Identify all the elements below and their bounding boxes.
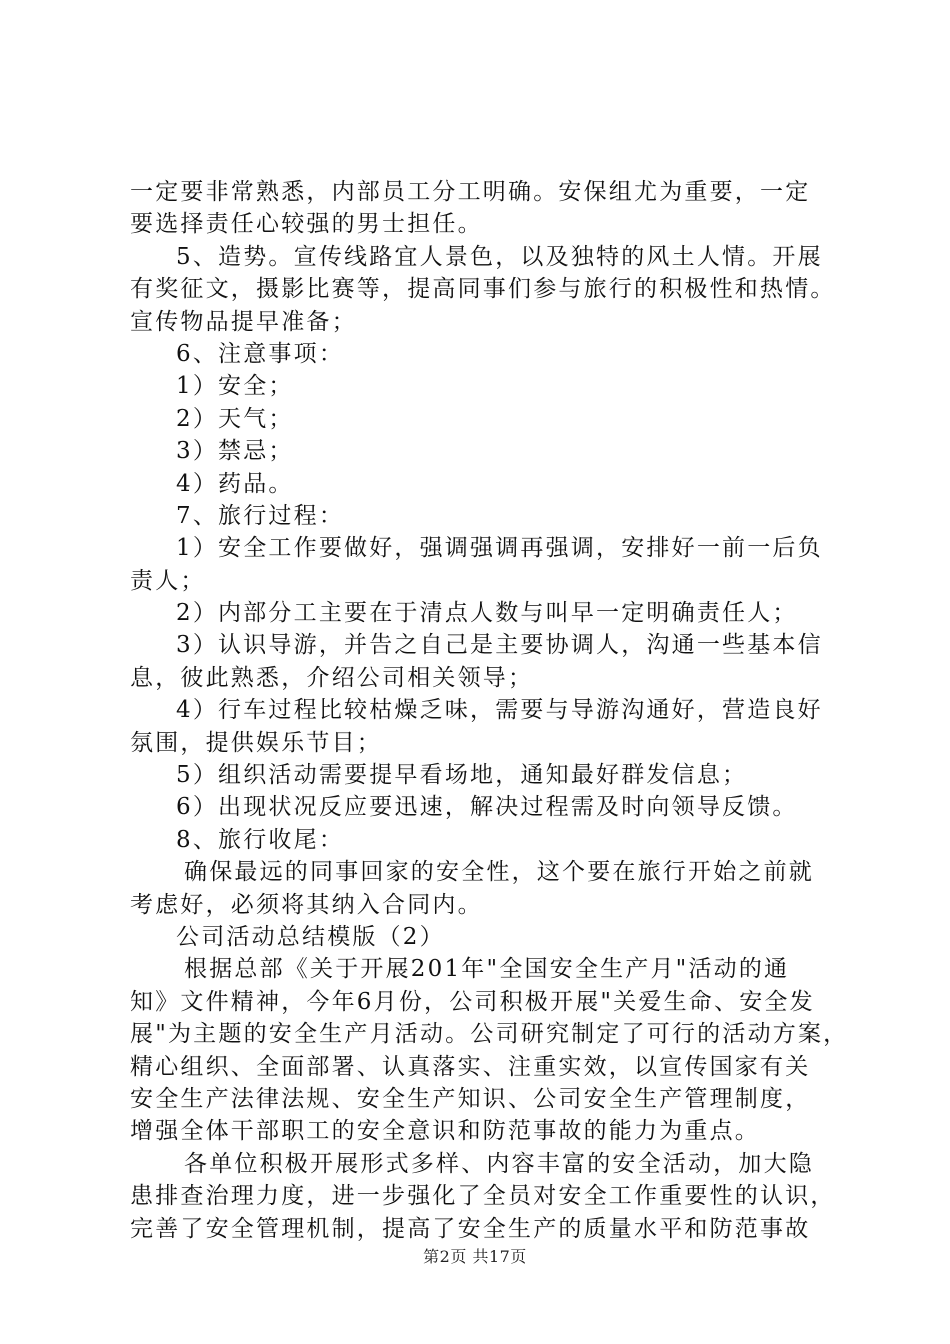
text-line: 根据总部《关于开展201年"全国安全生产月"活动的通 bbox=[184, 956, 790, 983]
text-line: 精心组织、全面部署、认真落实、注重实效，以宣传国家有关 bbox=[130, 1053, 811, 1080]
text-line: 考虑好，必须将其纳入合同内。 bbox=[130, 891, 483, 918]
text-line: 1）安全； bbox=[176, 373, 294, 400]
text-line: 完善了安全管理机制，提高了安全生产的质量水平和防范事故 bbox=[130, 1215, 811, 1242]
text-line: 7、旅行过程： bbox=[176, 502, 345, 529]
text-line: 有奖征文，摄影比赛等，提高同事们参与旅行的积极性和热情。 bbox=[130, 276, 836, 303]
text-line: 患排查治理力度，进一步强化了全员对安全工作重要性的认识， bbox=[130, 1183, 836, 1210]
text-line: 5）组织活动需要提早看场地，通知最好群发信息； bbox=[176, 762, 748, 789]
text-line: 责人； bbox=[130, 567, 206, 594]
text-line: 一定要非常熟悉，内部员工分工明确。安保组尤为重要，一定 bbox=[130, 179, 811, 205]
text-line: 4）行车过程比较枯燥乏味，需要与导游沟通好，营造良好 bbox=[176, 697, 823, 724]
text-line: 公司活动总结模版（2） bbox=[176, 923, 445, 950]
text-line: 确保最远的同事回家的安全性，这个要在旅行开始之前就 bbox=[184, 859, 814, 886]
text-line: 3）认识导游，并告之自己是主要协调人，沟通一些基本信 bbox=[176, 632, 823, 659]
text-line: 宣传物品提早准备； bbox=[130, 308, 357, 335]
text-line: 6、注意事项： bbox=[176, 340, 345, 367]
text-line: 展"为主题的安全生产月活动。公司研究制定了可行的活动方案， bbox=[130, 1021, 849, 1048]
text-line: 3）禁忌； bbox=[176, 438, 294, 465]
text-line: 1）安全工作要做好，强调强调再强调，安排好一前一后负 bbox=[176, 535, 823, 562]
text-line: 增强全体干部职工的安全意识和防范事故的能力为重点。 bbox=[130, 1118, 760, 1145]
text-line: 各单位积极开展形式多样、内容丰富的安全活动，加大隐 bbox=[184, 1150, 814, 1177]
text-line: 氛围，提供娱乐节目； bbox=[130, 729, 382, 756]
text-line: 4）药品。 bbox=[176, 470, 294, 497]
page-footer: 第2页 共17页 bbox=[423, 1247, 527, 1266]
text-line: 8、旅行收尾： bbox=[176, 826, 345, 853]
text-line: 要选择责任心较强的男士担任。 bbox=[130, 211, 483, 238]
text-line: 2）内部分工主要在于清点人数与叫早一定明确责任人； bbox=[176, 600, 798, 627]
text-line: 2）天气； bbox=[176, 405, 294, 432]
text-line: 知》文件精神，今年6月份，公司积极开展"关爱生命、安全发 bbox=[130, 988, 815, 1015]
document-body bbox=[130, 176, 850, 1245]
text-line: 息，彼此熟悉，介绍公司相关领导； bbox=[130, 664, 534, 691]
text-line: 6）出现状况反应要迅速，解决过程需及时向领导反馈。 bbox=[176, 794, 798, 821]
text-line: 5、造势。宣传线路宜人景色，以及独特的风土人情。开展 bbox=[176, 243, 823, 270]
text-line: 安全生产法律法规、安全生产知识、公司安全生产管理制度， bbox=[130, 1085, 811, 1112]
